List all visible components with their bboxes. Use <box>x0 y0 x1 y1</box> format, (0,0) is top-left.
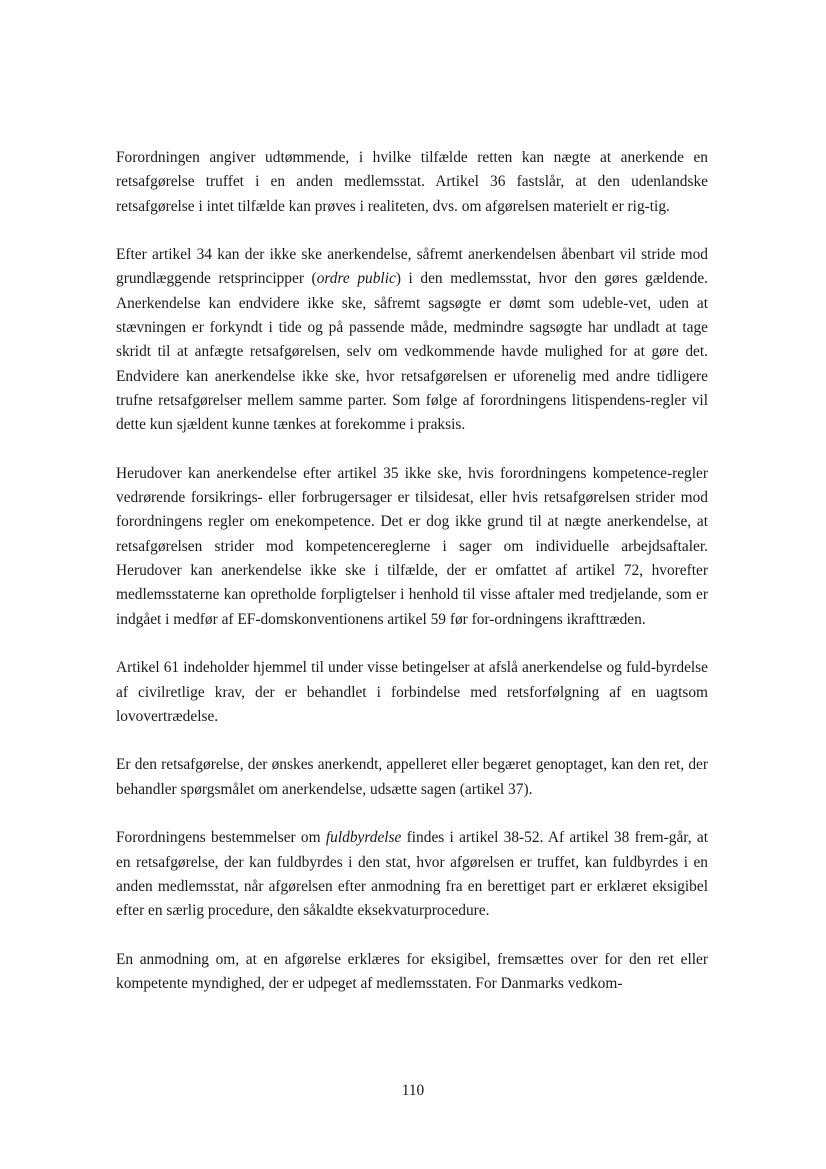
page-body <box>116 146 708 1021</box>
paragraph-3 <box>116 462 708 632</box>
paragraph-1 <box>116 146 708 219</box>
paragraph-3-text: Herudover kan anerkendelse efter artikel 35 ikke ske, hvis forordningens kompetence-regler vedrørende forsikrings- eller forbrugersager er tilsidesat, eller hvis retsafgørelsen strider mod forordningens regler om enekompetence. Det er dog ikke grund til at nægte anerkendelse, at retsafgørelsen strider mod kompetencereglerne i sager om individuelle arbejdsaftaler. Herudover kan anerkendelse ikke ske i tilfælde, der er omfattet af artikel 72, hvorefter medlemsstaterne kan opretholde forpligtelser i henhold til visse aftaler med tredjelande, som er indgået i medfør af EF-domskonventionens artikel 59 før for-ordningens ikrafttræden. <box>116 464 708 628</box>
paragraph-5 <box>116 753 708 802</box>
paragraph-7-text: En anmodning om, at en afgørelse erklæres for eksigibel, fremsættes over for den ret eller kompetente myndighed, der er udpeget af medlemsstaten. For Danmarks vedkom- <box>116 950 708 993</box>
paragraph-7 <box>116 948 708 997</box>
paragraph-2-text-a: Efter artikel 34 kan der ikke ske anerkendelse, såfremt anerkendelsen åbenbart vil stride mod grundlæggende retsprincipper ( <box>116 246 708 288</box>
page-number: 110 <box>401 1082 425 1099</box>
paragraph-4-text: Artikel 61 indeholder hjemmel til under visse betingelser at afslå anerkendelse og fuld-byrdelse af civilretlige krav, der er behandlet i forbindelse med retsforfølgning af en uagtsom lovovertrædelse. <box>116 659 708 725</box>
paragraph-6-text-a: Forordningens bestemmelser om <box>116 829 326 847</box>
paragraph-2-italic-term: ordre public <box>316 270 396 288</box>
paragraph-6 <box>116 826 708 923</box>
paragraph-2 <box>116 243 708 437</box>
paragraph-6-text-b: findes i artikel 38-52. Af artikel 38 frem-går, at en retsafgørelse, der kan fuldbyrdes i den stat, hvor afgørelsen er truffet, kan fuldbyrdes i en anden medlemsstat, når afgørelsen efter anmodning fra en berettiget part er erklæret eksigibel efter en særlig procedure, den såkaldte eksekvaturprocedure. <box>116 829 709 920</box>
paragraph-5-text: Er den retsafgørelse, der ønskes anerkendt, appelleret eller begæret genoptaget, kan den ret, der behandler spørgsmålet om anerkendelse, udsætte sagen (artikel 37). <box>116 756 708 798</box>
paragraph-1-text: Forordningen angiver udtømmende, i hvilke tilfælde retten kan nægte at anerkende en retsafgørelse truffet i en anden medlemsstat. Artikel 36 fastslår, at den udenlandske retsafgørelse i intet tilfælde kan prøves i realiteten, dvs. om afgørelsen materielt er rig-tig. <box>116 149 708 215</box>
paragraph-2-text-b: ) i den medlemsstat, hvor den gøres gældende. Anerkendelse kan endvidere ikke ske, såfremt sagsøgte er dømt som udeble-vet, uden at stævningen er forkyndt i tide og på passende måde, medmindre sagsøgte har undladt at tage skridt til at anfægte retsafgørelsen, selv om vedkommende havde mulighed for at gøre det. Endvidere kan anerkendelse ikke ske, hvor retsafgørelsen er uforenelig med andre tidligere trufne retsafgørelser mellem samme parter. Som følge af forordningens litispendens-regler vil dette kun sjældent kunne tænkes at forekomme i praksis. <box>116 270 708 434</box>
paragraph-6-italic-term: fuldbyrdelse <box>325 829 402 847</box>
paragraph-4 <box>116 656 708 729</box>
